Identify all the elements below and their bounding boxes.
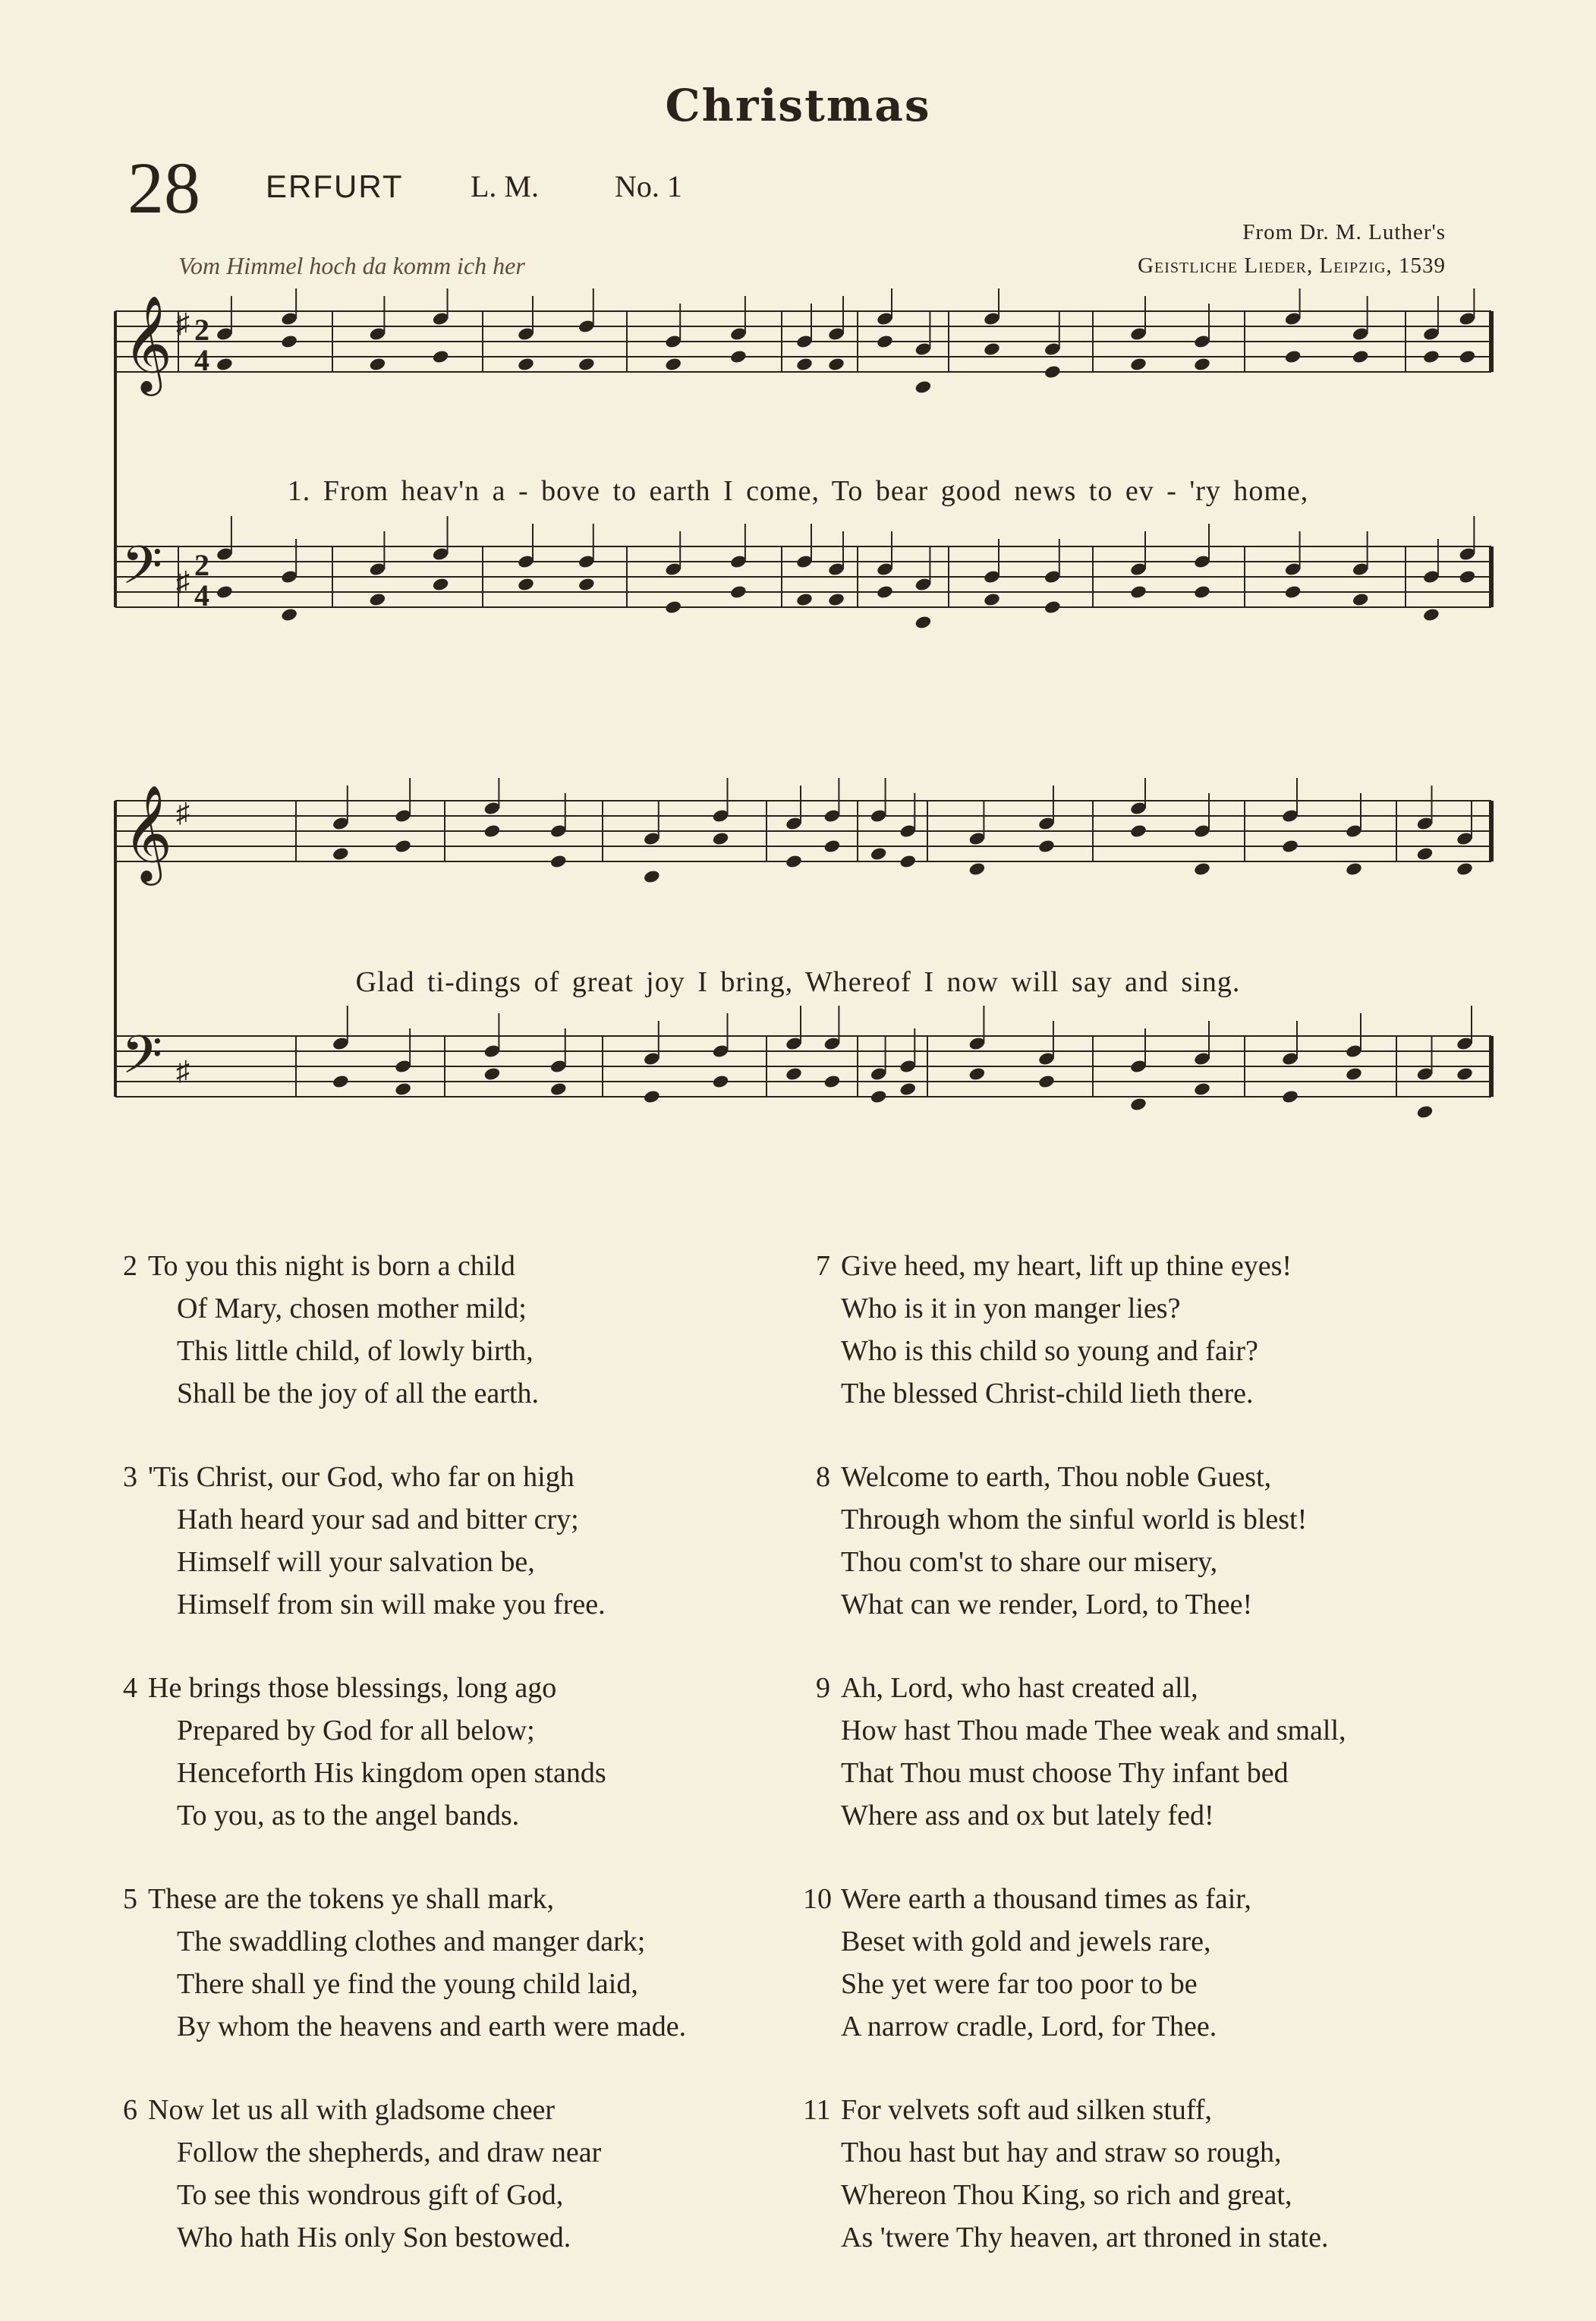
note-head xyxy=(1193,1082,1211,1097)
note-head xyxy=(280,607,298,622)
note-head xyxy=(914,379,933,395)
note-head xyxy=(517,357,535,372)
note-head xyxy=(1459,349,1477,364)
note-head xyxy=(1345,861,1363,877)
note-head xyxy=(483,1066,502,1082)
stanza-line: Whereon Thou King, so rich and great, xyxy=(841,2179,1292,2211)
note-head xyxy=(1281,839,1299,854)
note-head xyxy=(578,577,596,592)
stanza-number: 11 xyxy=(803,2094,831,2126)
note-head xyxy=(1129,357,1147,372)
stanza-number: 10 xyxy=(803,1883,832,1915)
stanza-line: This little child, of lowly birth, xyxy=(177,1335,534,1367)
meter: L. M. xyxy=(471,169,539,203)
stanza-line: Ah, Lord, who hast created all, xyxy=(841,1672,1198,1704)
time-signature-icon: 2 xyxy=(194,548,209,582)
stanza-5 xyxy=(110,1878,793,2048)
treble-clef-icon: 𝄞 xyxy=(123,294,173,392)
note-head xyxy=(1044,364,1062,379)
stanza-line: Beset with gold and jewels rare, xyxy=(841,1926,1211,1957)
stanza-number: 6 xyxy=(123,2094,137,2126)
stanza-number: 9 xyxy=(816,1672,830,1704)
note-head xyxy=(1129,584,1147,600)
note-head xyxy=(578,357,596,372)
tune-name: ERFURT xyxy=(266,168,404,204)
stanza-line: Prepared by God for all below; xyxy=(177,1715,535,1746)
note-head xyxy=(983,342,1001,357)
note-head xyxy=(549,854,568,869)
note-head xyxy=(643,1089,661,1104)
stanza-line: To see this wondrous gift of God, xyxy=(177,2179,564,2211)
bass-clef-icon: 𝄢 xyxy=(121,1024,163,1098)
note-head xyxy=(1352,349,1370,364)
note-head xyxy=(332,1074,350,1089)
note-head xyxy=(712,831,730,846)
stanza-number: 4 xyxy=(123,1672,137,1704)
note-head xyxy=(216,357,234,372)
stanza-line: Now let us all with gladsome cheer xyxy=(148,2094,556,2126)
stanza-line: Give heed, my heart, lift up thine eyes! xyxy=(841,1250,1292,1282)
note-head xyxy=(394,1082,412,1097)
stanza-line: There shall ye find the young child laid, xyxy=(177,1968,638,2000)
bass-clef-icon: 𝄢 xyxy=(121,534,163,609)
stanza-line: As 'twere Thy heaven, art throned in state. xyxy=(841,2222,1329,2253)
note-head xyxy=(785,854,803,869)
note-head xyxy=(785,1066,803,1082)
stanza-line: Hath heard your sad and bitter cry; xyxy=(177,1504,579,1535)
note-head xyxy=(795,592,814,607)
stanza-2 xyxy=(110,1245,793,1415)
note-head xyxy=(1037,839,1056,854)
note-head xyxy=(1422,349,1440,364)
stanza-line: 'Tis Christ, our God, who far on high xyxy=(148,1461,574,1493)
stanza-line: How hast Thou made Thee weak and small, xyxy=(841,1715,1346,1746)
note-head xyxy=(1129,1097,1147,1112)
note-head xyxy=(1281,1089,1299,1104)
time-signature-icon: 4 xyxy=(194,578,209,613)
note-head xyxy=(1416,846,1434,861)
stanza-line: For velvets soft aud silken stuff, xyxy=(841,2094,1213,2126)
stanza-line: Follow the shepherds, and draw near xyxy=(177,2137,602,2168)
note-head xyxy=(1129,824,1147,839)
bass-staff xyxy=(115,1036,1491,1097)
stanza-line: That Thou must choose Thy infant bed xyxy=(841,1757,1289,1789)
note-head xyxy=(870,1089,888,1104)
note-head xyxy=(432,577,450,592)
stanza-7 xyxy=(803,1245,1486,1415)
stanza-line: Henceforth His kingdom open stands xyxy=(177,1757,606,1789)
note-head xyxy=(712,1074,730,1089)
stanza-line: Shall be the joy of all the earth. xyxy=(177,1378,539,1409)
stanza-number: 8 xyxy=(816,1461,830,1493)
note-head xyxy=(1422,607,1440,622)
stanza-line: What can we render, Lord, to Thee! xyxy=(841,1589,1253,1620)
stanza-11 xyxy=(803,2089,1486,2259)
stanza-number: 2 xyxy=(123,1250,137,1282)
treble-clef-icon: 𝄞 xyxy=(123,784,173,881)
stanza-line: He brings those blessings, long ago xyxy=(148,1672,557,1704)
stanza-4 xyxy=(110,1667,793,1837)
stanza-9 xyxy=(803,1667,1486,1837)
source-publication: Geistliche Lieder, Leipzig, 1539 xyxy=(1138,254,1446,278)
note-head xyxy=(827,592,845,607)
stanza-line: Thou hast but hay and straw so rough, xyxy=(841,2137,1282,2168)
stanza-line: She yet were far too poor to be xyxy=(841,1968,1198,2000)
key-sharp-icon: ♯ xyxy=(176,566,190,597)
note-head xyxy=(1456,861,1474,877)
note-head xyxy=(369,592,387,607)
note-head xyxy=(664,357,682,372)
note-head xyxy=(876,584,894,600)
note-head xyxy=(1456,1066,1474,1082)
note-head xyxy=(1352,592,1370,607)
stanza-line: The blessed Christ-child lieth there. xyxy=(841,1378,1254,1409)
note-head xyxy=(369,357,387,372)
stanza-line: Thou com'st to share our misery, xyxy=(841,1546,1218,1578)
stanza-line: Were earth a thousand times as fair, xyxy=(841,1883,1251,1915)
note-head xyxy=(1193,584,1211,600)
note-head xyxy=(332,846,350,861)
note-head xyxy=(823,1074,842,1089)
stanza-line: The swaddling clothes and manger dark; xyxy=(177,1926,646,1957)
key-sharp-icon: ♯ xyxy=(176,308,190,339)
note-head xyxy=(643,869,661,884)
time-signature-icon: 2 xyxy=(194,313,209,347)
stanza-line: To you, as to the angel bands. xyxy=(177,1800,520,1831)
note-head xyxy=(823,839,842,854)
note-head xyxy=(1459,569,1477,584)
note-head xyxy=(968,861,987,877)
note-head xyxy=(1345,1066,1363,1082)
note-head xyxy=(280,334,298,349)
note-head xyxy=(1037,1074,1056,1089)
stanza-line: To you this night is born a child xyxy=(148,1250,515,1282)
note-head xyxy=(549,1082,568,1097)
stanza-line: These are the tokens ye shall mark, xyxy=(148,1883,554,1915)
note-head xyxy=(899,1082,917,1097)
source-attribution: From Dr. M. Luther's xyxy=(1242,220,1446,244)
stanza-line: Who is it in yon manger lies? xyxy=(841,1293,1181,1324)
note-head xyxy=(827,357,845,372)
stanza-line: Himself will your salvation be, xyxy=(177,1546,535,1578)
key-sharp-icon: ♯ xyxy=(176,798,190,828)
note-head xyxy=(729,349,748,364)
note-head xyxy=(983,592,1001,607)
stanza-10 xyxy=(803,1878,1486,2048)
note-head xyxy=(968,1066,987,1082)
note-head xyxy=(664,600,682,615)
stanza-line: Where ass and ox but lately fed! xyxy=(841,1800,1214,1831)
note-head xyxy=(899,854,917,869)
note-head xyxy=(914,615,933,630)
note-head xyxy=(216,584,234,600)
treble-staff xyxy=(115,801,1491,861)
note-head xyxy=(870,846,888,861)
note-head xyxy=(795,357,814,372)
note-head xyxy=(729,584,748,600)
note-head xyxy=(483,824,502,839)
note-head xyxy=(1416,1104,1434,1120)
hymn-number: 28 xyxy=(127,147,200,228)
stanza-line: Who is this child so young and fair? xyxy=(841,1335,1258,1367)
stanza-line: By whom the heavens and earth were made. xyxy=(177,2011,687,2042)
stanza-6 xyxy=(110,2089,793,2259)
lyrics-system-1: 1. From heav'n a - bove to earth I come, To bear good news to ev - 'ry home, xyxy=(287,475,1309,507)
note-head xyxy=(1044,600,1062,615)
stanza-3 xyxy=(110,1456,793,1626)
stanza-line: Who hath His only Son bestowed. xyxy=(177,2222,571,2253)
note-head xyxy=(1284,349,1302,364)
key-sharp-icon: ♯ xyxy=(176,1056,190,1086)
time-signature-icon: 4 xyxy=(194,343,209,377)
stanza-line: Through whom the sinful world is blest! xyxy=(841,1504,1308,1535)
stanza-number: 7 xyxy=(816,1250,830,1282)
section-title: Christmas xyxy=(665,80,931,131)
stanza-number: 3 xyxy=(123,1461,137,1493)
note-head xyxy=(517,577,535,592)
tune-number: No. 1 xyxy=(615,169,682,203)
note-head xyxy=(876,334,894,349)
stanza-line: A narrow cradle, Lord, for Thee. xyxy=(841,2011,1217,2042)
note-head xyxy=(394,839,412,854)
note-head xyxy=(1193,357,1211,372)
original-german-title: Vom Himmel hoch da komm ich her xyxy=(178,252,525,279)
lyrics-system-2: Glad ti-dings of great joy I bring, Whereof I now will say and sing. xyxy=(355,966,1241,998)
stanza-8 xyxy=(803,1456,1486,1626)
stanza-line: Welcome to earth, Thou noble Guest, xyxy=(841,1461,1272,1493)
note-head xyxy=(432,349,450,364)
note-head xyxy=(1284,584,1302,600)
note-head xyxy=(1193,861,1211,877)
stanza-line: Himself from sin will make you free. xyxy=(177,1589,606,1620)
stanza-line: Of Mary, chosen mother mild; xyxy=(177,1293,527,1324)
stanza-number: 5 xyxy=(123,1883,137,1915)
